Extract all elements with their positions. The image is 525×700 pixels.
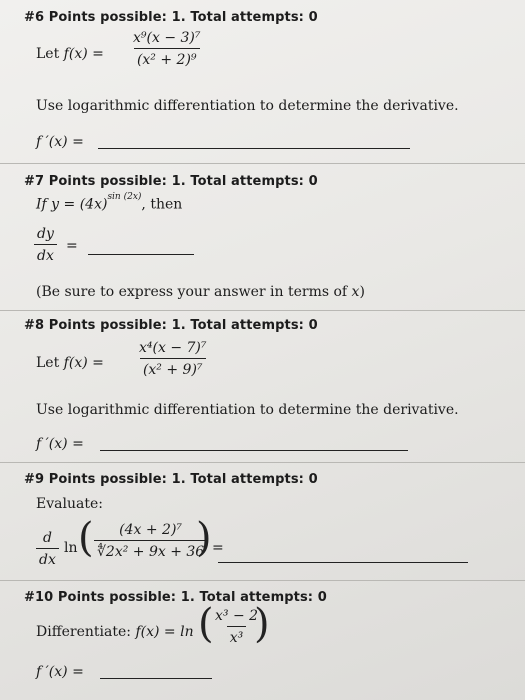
q7-header: #7 Points possible: 1. Total attempts: 0 — [24, 174, 318, 189]
q9-dx: dx — [36, 548, 59, 568]
q9-fraction — [94, 522, 207, 560]
q6-header: #6 Points possible: 1. Total attempts: 0 — [24, 10, 318, 25]
q9-header: #9 Points possible: 1. Total attempts: 0 — [24, 472, 318, 487]
q9-answer-blank[interactable] — [218, 562, 468, 563]
q7-then: , then — [141, 196, 183, 213]
q10-statement — [36, 624, 194, 640]
q7-dy: dy — [37, 226, 54, 242]
q10-left-paren: ( — [198, 601, 214, 647]
q6-numerator: x⁹(x − 3)⁷ — [133, 30, 201, 46]
q7-note-prefix: (Be sure to express your answer in terms of — [36, 284, 352, 300]
q8-let-label — [36, 355, 104, 371]
q6-fraction — [130, 30, 203, 68]
q9-derivative-operator — [36, 530, 59, 568]
q8-fx: f(x) = — [63, 355, 104, 371]
q10-right-paren: ) — [254, 601, 270, 647]
q7-dx: dx — [34, 244, 57, 264]
q9-right-paren: ) — [196, 515, 212, 561]
q6-let: Let — [36, 46, 60, 62]
q6-let-label — [36, 46, 104, 62]
q10-differentiate: Differentiate: — [36, 624, 132, 640]
q8-denominator: (x² + 9)⁷ — [140, 358, 206, 378]
q10-answer-blank[interactable] — [100, 678, 212, 679]
q9-equals: = — [212, 540, 224, 556]
q8-header: #8 Points possible: 1. Total attempts: 0 — [24, 318, 318, 333]
q6-fx: f(x) = — [63, 46, 104, 62]
q10-numerator: x³ − 2 — [215, 608, 259, 624]
q7-equals: = — [66, 238, 78, 254]
q8-answer-blank[interactable] — [100, 450, 408, 451]
q8-numerator: x⁴(x − 7)⁷ — [139, 340, 207, 356]
q7-note-suffix: ) — [359, 284, 365, 300]
q7-lhs: If y = (4x) — [36, 196, 108, 213]
q10-fx: f(x) = ln — [135, 624, 194, 640]
q7-statement — [36, 192, 183, 213]
q10-answer-label: f ′(x) = — [36, 664, 84, 680]
q8-fraction — [136, 340, 209, 378]
q9-denominator: ∜2x² + 9x + 36 — [94, 540, 207, 560]
q10-header: #10 Points possible: 1. Total attempts: 0 — [24, 590, 327, 605]
q8-answer-label: f ′(x) = — [36, 436, 84, 452]
q7-note-var: x — [351, 284, 360, 300]
divider — [0, 462, 525, 463]
q6-answer-blank[interactable] — [98, 148, 410, 149]
q6-answer-label: f ′(x) = — [36, 134, 84, 150]
q6-denominator: (x² + 2)⁹ — [134, 48, 200, 68]
q6-instruction: Use logarithmic differentiation to determine the derivative. — [36, 98, 459, 114]
q7-answer-blank[interactable] — [88, 254, 194, 255]
q7-note — [36, 284, 365, 300]
q9-ln: ln — [64, 540, 78, 556]
divider — [0, 310, 525, 311]
q10-denominator: x³ — [227, 626, 247, 646]
q9-d: d — [42, 530, 52, 546]
q9-left-paren: ( — [78, 515, 94, 561]
divider — [0, 163, 525, 164]
q7-exponent: sin (2x) — [107, 192, 142, 202]
q7-derivative-fraction — [34, 226, 57, 264]
q8-let: Let — [36, 355, 60, 371]
q9-numerator: (4x + 2)⁷ — [119, 522, 183, 538]
divider — [0, 580, 525, 581]
q9-evaluate: Evaluate: — [36, 496, 103, 512]
q8-instruction: Use logarithmic differentiation to determine the derivative. — [36, 402, 459, 418]
